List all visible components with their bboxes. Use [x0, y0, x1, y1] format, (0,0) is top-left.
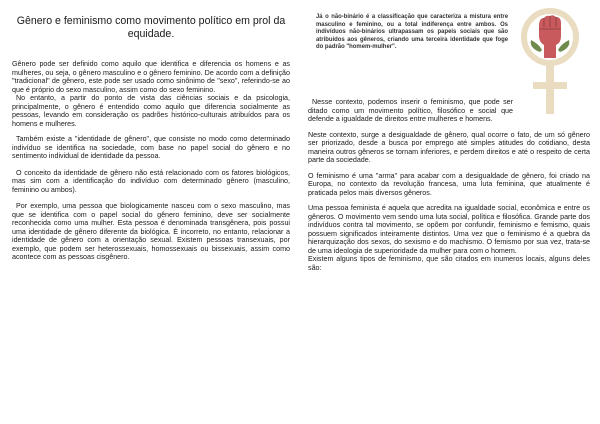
paragraph-social-sciences: No entanto, a partir do ponto de vista das ciências sociais e da psicologia, principalmente, o gênero é entendido como aquilo que diferencia socialmente as pessoas, levando em consideração os padrões histórico-culturais atribuídos para os homens e mulheres. — [12, 94, 290, 128]
emblem-crossbar — [533, 82, 567, 89]
non-binary-quote: Já o não-binário é a classificação que caracteriza a mistura entre masculino e feminino, ou a total indiferença entre ambos. Os indivíduos não-binários ultrapassam os papeis sociais que são atribuídos aos gêneros, criando uma terceira identidade que foge do padrão "homem-mulher". — [316, 14, 508, 51]
paragraph-example: Por exemplo, uma pessoa que biologicamente nasceu com o sexo masculino, mas que se identifica com o papel social do gênero feminino, deve ser socialmente reconhecida como uma mulher. Esta pessoa é denominada transgênera, pois possui uma identidade de gênero diferente da biológica. É incorreto, no entanto, relacionar a identidade de gênero com a orientação sexual. Existem pessoas transexuais, por exemplo, que podem ser heterossexuais, homossexuais ou bissexuais, assim como acontece com as pessoas cisgênero. — [12, 202, 290, 261]
paragraph-gender-identity: Também existe a "identidade de gênero", que consiste no modo como determinado indivíduo se identifica na sociedade, com base no papel social do gênero e no sentimento individual de identidade da pessoa. — [12, 135, 290, 160]
paragraph-feminism-types: Existem alguns tipos de feminismo, que são citados em inumeros locais, alguns deles são: — [308, 255, 590, 272]
paragraph-gender-inequality: Neste contexto, surge a desigualdade de gênero, qual ocorre o fato, de um só gênero ser priorizado, desde a busca por emprego até simples atitudes do cotidiano, desta maneira outros gêneros se tornam inferiores, e perdem direitos e até o respeito de certa parte da sociedade. — [308, 130, 590, 164]
paragraph-feminism-context: Nesse contexto, podemos inserir o feminismo, que pode ser ditado como um movimento político, filosófico e social que defende a igualdade de direitos entre mulheres e homens. — [308, 98, 513, 123]
page-title: Gênero e feminismo como movimento político em prol da equidade. — [16, 15, 286, 40]
paragraph-gender-definition: Gênero pode ser definido como aquilo que identifica e diferencia os homens e as mulheres, ou seja, o gênero masculino e o gênero feminino. De acordo com a definição "tradicional" de gênero, este pode ser usado como sinônimo de "sexo", referindo-se ao que é próprio do sexo masculino, assim como do sexo feminino. — [12, 60, 290, 94]
paragraph-feminism-weapon: O feminismo é uma "arma" para acabar com a desigualdade de gênero, foi criado na Europa, no contexto da revolução francesa, uma luta feminina, que atualmente é praticada pelos mais diversos gêneros. — [308, 171, 590, 197]
paragraph-identity-concept: O conceito da identidade de gênero não está relacionado com os fatores biológicos, mas sim com a identificação do indivíduo com determinado gênero (masculino, feminino ou ambos). — [12, 168, 290, 194]
paragraph-feminist-person: Uma pessoa feminista é aquela que acredita na igualdade social, econômica e entre os gêneros. O movimento vem sendo uma luta social, política e filosófica. Grande parte dos indivíduos contra tal movimento, se opõem por confundir, feminismo e femismo, quais possuem significados inteiramente distintos. Uma vez que o feminismo é a quebra da hierarquização dos sexos, do sexismo e do machismo. O femismo por sua vez, trata-se de uma ideologia de superioridade da mulher para com o homem. — [308, 204, 590, 255]
feminist-fist-venus-icon — [519, 0, 581, 116]
right-page — [300, 0, 600, 424]
emblem-leaf-left — [531, 40, 542, 52]
